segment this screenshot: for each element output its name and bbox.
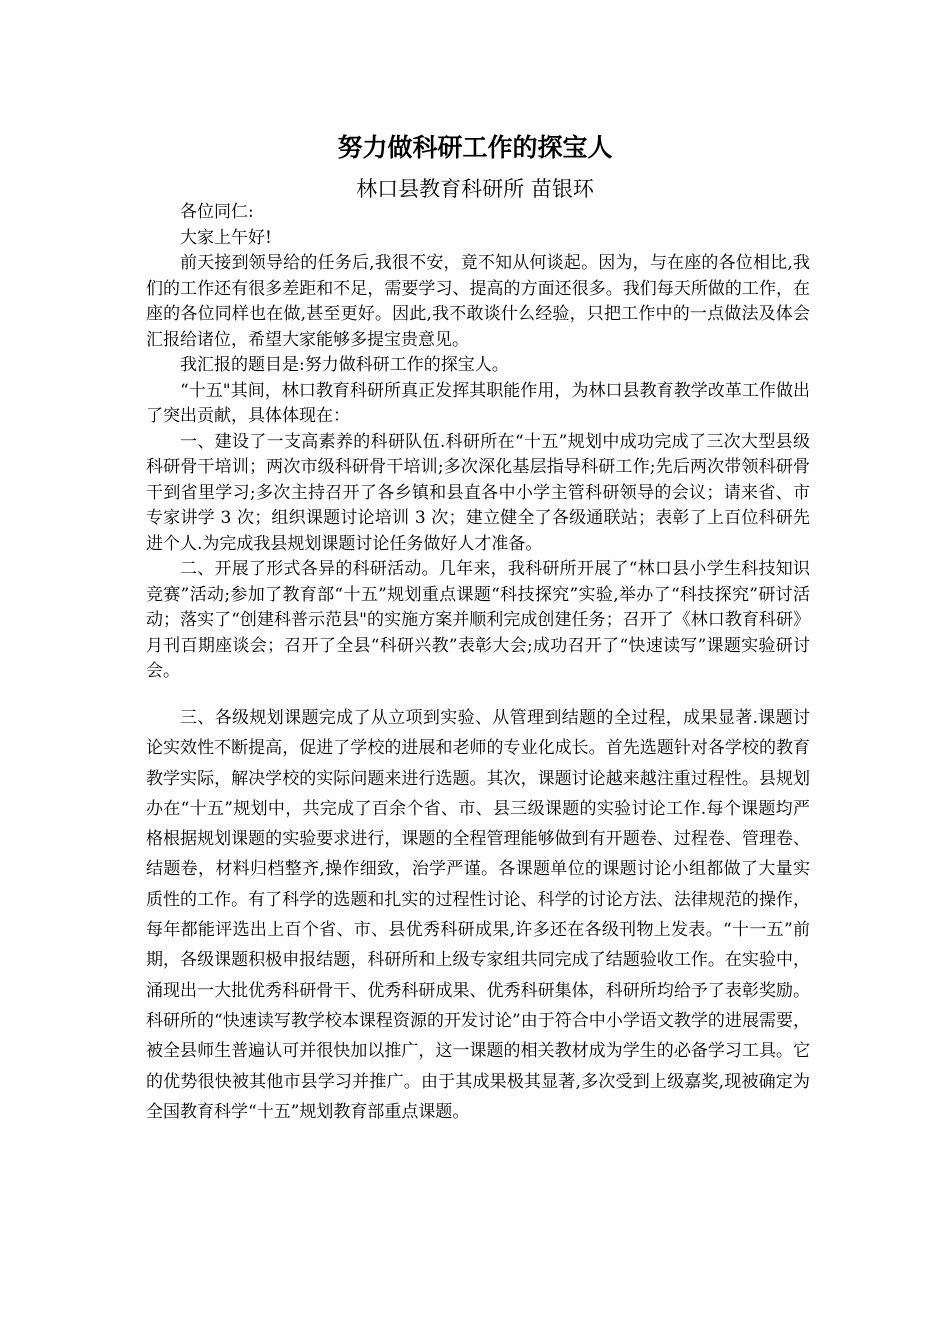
section-one: 一、建设了一支高素养的科研队伍.科研所在“十五”规划中成功完成了三次大型县级科研骨干培训；两次市级科研骨干培训;多次深化基层指导科研工作;先后两次带领科研骨干到省里学习;多次主持召开了各乡镇和县直各中小学主管科研领导的会议；请来省、市专家讲学 3 次；组织课题讨论培训 3 次；建立健全了各级通联站；表彰了上百位科研先进个人.为完成我县规划课题讨论任务做好人才准备。 xyxy=(146,431,810,554)
section-three: 三、各级规划课题完成了从立项到实验、从管理到结题的全过程，成果显著.课题讨论实效性不断提高，促进了学校的进展和老师的专业化成长。首先选题针对各学校的教育教学实际，解决学校的实际问题来进行选题。其次，课题讨论越来越注重过程性。县规划办在“十五”规划中，共完成了百余个省、市、县三级课题的实验讨论工作.每个课题均严格根据规划课题的实验要求进行，课题的全程管理能够做到有开题卷、过程卷、管理卷、结题卷，材料归档整齐,操作细致，治学严谨。各课题单位的课题讨论小组都做了大量实质性的工作。有了科学的选题和扎实的过程性讨论、科学的讨论方法、法律规范的操作，每年都能评选出上百个省、市、县优秀科研成果,许多还在各级刊物上发表。“十一五”前期，各级课题积极申报结题，科研所和上级专家组共同完成了结题验收工作。在实验中，涌现出一大批优秀科研骨干、优秀科研成果、优秀科研集体，科研所均给予了表彰奖励。科研所的“快速读写教学校本课程资源的开发讨论”由于符合中小学语文教学的进展需要，被全县师生普遍认可并很快加以推广，这一课题的相关教材成为学生的必备学习工具。它的优势很快被其他市县学习并推广。由于其成果极其显著,多次受到上级嘉奖,现被确定为全国教育科学“十五”规划教育部重点课题。 xyxy=(146,708,810,1122)
author-line: 林口县教育科研所 苗银环 xyxy=(356,177,594,201)
report-topic: 我汇报的题目是:努力做科研工作的探宝人。 xyxy=(180,355,509,375)
achievements-intro: “十五"其间，林口教育科研所真正发挥其职能作用，为林口县教育教学改革工作做出了突出贡献，具体体现在： xyxy=(146,380,810,426)
document-body-lower xyxy=(146,703,810,1127)
document-title: 努力做科研工作的探宝人 xyxy=(337,133,613,162)
document-body-upper xyxy=(146,200,810,685)
salutation: 各位同仁: xyxy=(180,202,254,222)
opening-paragraph: 前天接到领导给的任务后,我很不安，竟不知从何谈起。因为，与在座的各位相比,我们的工作还有很多差距和不足，需要学习、提高的方面还很多。我们每天所做的工作，在座的各位同样也在做,甚至更好。因此,我不敢谈什么经验，只把工作中的一点做法及体会汇报给诸位，希望大家能够多提宝贵意见。 xyxy=(146,253,810,350)
greeting: 大家上午好! xyxy=(180,227,272,248)
section-two: 二、开展了形式各异的科研活动。几年来，我科研所开展了“林口县小学生科技知识竞赛”活动;参加了教育部“十五”规划重点课题“科技探究”实验,举办了“科技探究”研讨活动；落实了“创建科普示范县"的实施方案并顺利完成创建任务；召开了《林口教育科研》月刊百期座谈会；召开了全县“科研兴教”表彰大会;成功召开了“快速读写”课题实验研讨会。 xyxy=(146,559,810,681)
